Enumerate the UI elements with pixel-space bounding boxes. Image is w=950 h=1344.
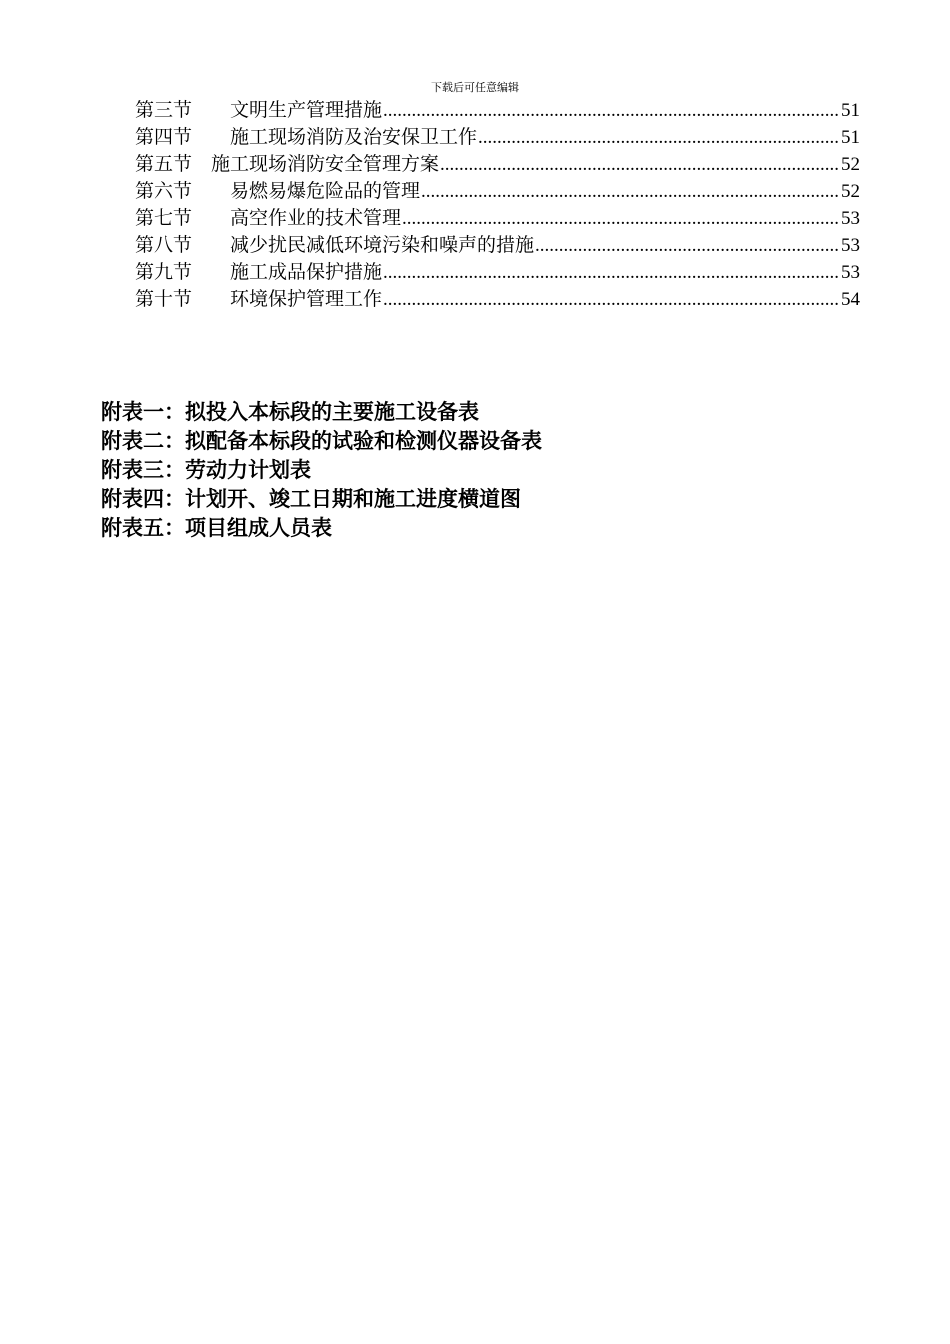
toc-gap: [192, 178, 230, 205]
toc-gap: [192, 124, 230, 151]
toc-page-number: 52: [841, 154, 860, 175]
appendix-item-2[interactable]: 附表二：拟配备本标段的试验和检测仪器设备表: [101, 429, 542, 453]
toc-entry-section-10[interactable]: [135, 286, 860, 313]
toc-section-title: 环境保护管理工作: [230, 288, 383, 310]
appendix-item-5[interactable]: 附表五：项目组成人员表: [101, 516, 332, 540]
appendix-item-3[interactable]: 附表三：劳动力计划表: [101, 458, 311, 482]
toc-section-title: 减少扰民减低环境污染和噪声的措施: [230, 234, 535, 256]
toc-gap: [192, 151, 211, 178]
appendix-item-4[interactable]: 附表四：计划开、竣工日期和施工进度横道图: [101, 487, 521, 511]
toc-entry-section-3[interactable]: [135, 97, 860, 124]
appendix-item-1[interactable]: 附表一：拟投入本标段的主要施工设备表: [101, 400, 479, 424]
toc-section-title: 易燃易爆危险品的管理: [230, 180, 421, 202]
toc-section-number: 第四节: [135, 126, 193, 148]
toc-dot-leader: [383, 97, 840, 124]
toc-section-number: 第八节: [135, 234, 193, 256]
toc-dot-leader: [535, 232, 840, 259]
toc-page-number: 53: [841, 235, 860, 256]
toc-page-number: 52: [841, 181, 860, 202]
toc-section-title: 高空作业的技术管理: [230, 207, 402, 229]
toc-entry-section-8[interactable]: [135, 232, 860, 259]
toc-page-number: 51: [841, 100, 860, 121]
toc-section-title: 施工现场消防安全管理方案: [211, 153, 440, 175]
toc-section-number: 第七节: [135, 207, 193, 229]
toc-gap: [192, 286, 230, 313]
toc-page-number: 51: [841, 127, 860, 148]
table-of-contents: [135, 97, 860, 313]
toc-section-title: 施工现场消防及治安保卫工作: [230, 126, 478, 148]
toc-section-title: 文明生产管理措施: [230, 99, 383, 121]
toc-section-title: 施工成品保护措施: [230, 261, 383, 283]
toc-dot-leader: [440, 151, 840, 178]
toc-section-number: 第三节: [135, 99, 193, 121]
appendix-list: [101, 398, 542, 543]
toc-dot-leader: [383, 259, 840, 286]
toc-dot-leader: [478, 124, 840, 151]
toc-gap: [192, 97, 230, 124]
toc-page-number: 53: [841, 262, 860, 283]
toc-section-number: 第九节: [135, 261, 193, 283]
toc-entry-section-5[interactable]: [135, 151, 860, 178]
toc-section-number: 第五节: [135, 153, 193, 175]
toc-dot-leader: [421, 178, 840, 205]
toc-dot-leader: [402, 205, 840, 232]
toc-dot-leader: [383, 286, 840, 313]
toc-entry-section-4[interactable]: [135, 124, 860, 151]
page-header-note: 下载后可任意编辑: [431, 81, 519, 94]
toc-page-number: 54: [841, 289, 860, 310]
toc-section-number: 第六节: [135, 180, 193, 202]
toc-gap: [192, 259, 230, 286]
toc-section-number: 第十节: [135, 288, 193, 310]
toc-page-number: 53: [841, 208, 860, 229]
toc-gap: [192, 232, 230, 259]
toc-entry-section-9[interactable]: [135, 259, 860, 286]
toc-entry-section-7[interactable]: [135, 205, 860, 232]
toc-entry-section-6[interactable]: [135, 178, 860, 205]
toc-gap: [192, 205, 230, 232]
